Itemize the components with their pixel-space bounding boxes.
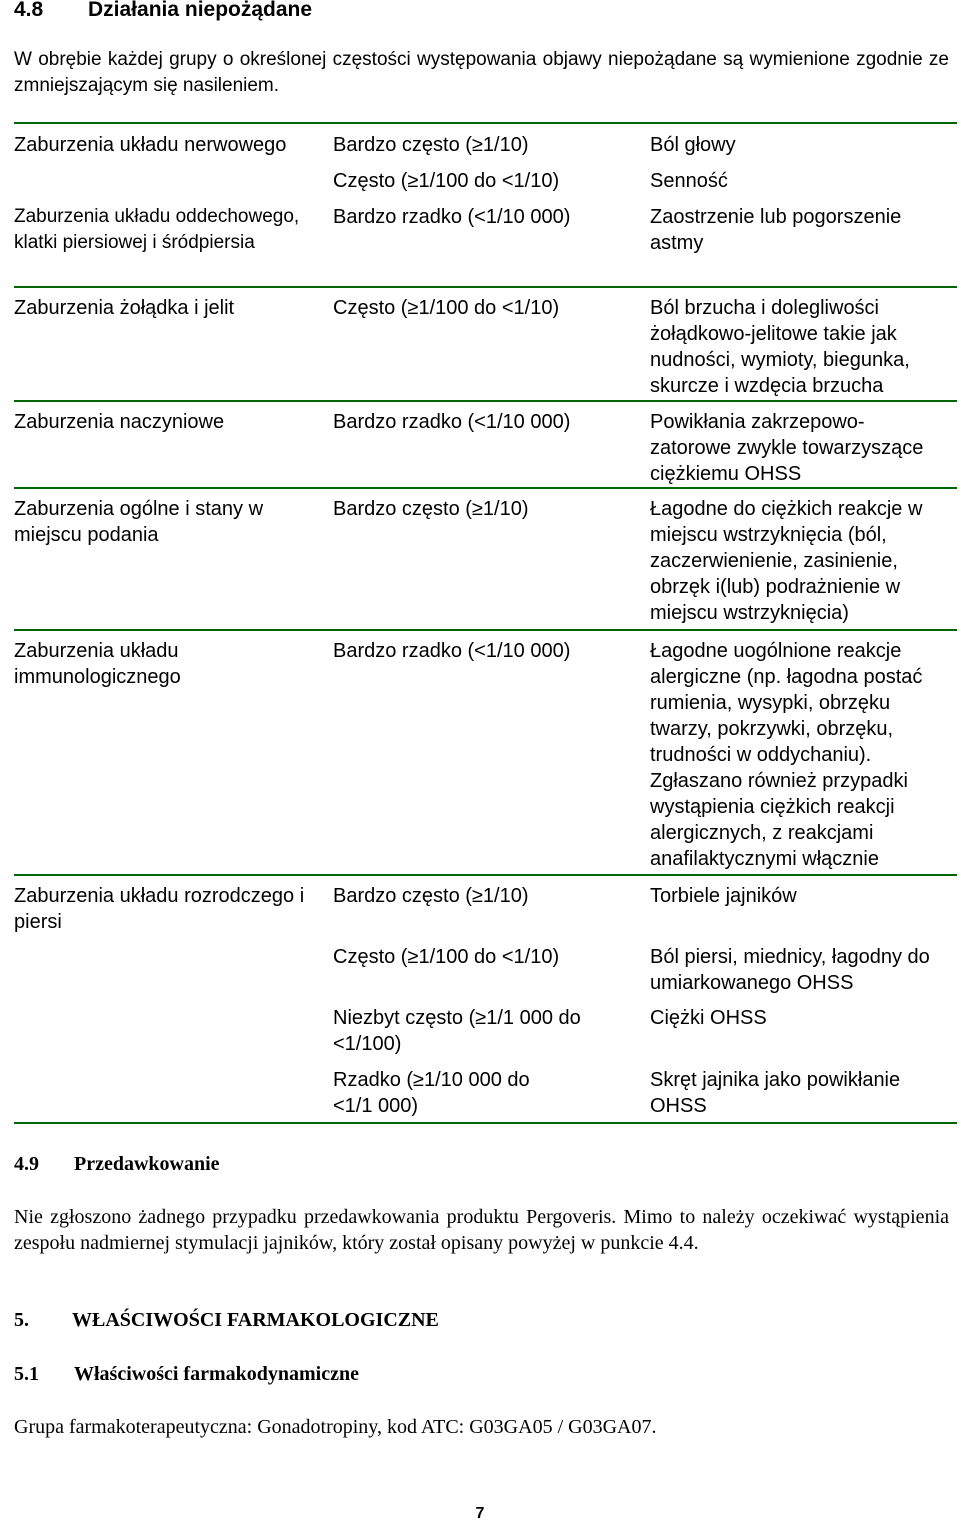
table-cell-organ: Zaburzenia żołądka i jelit	[14, 297, 235, 319]
table-rule	[14, 487, 957, 489]
table-cell-organ: Zaburzenia układu nerwowego	[14, 134, 287, 156]
table-cell-organ: Zaburzenia układu rozrodczego i piersi	[14, 885, 305, 933]
table-top-rule	[14, 122, 957, 124]
section-title: WŁAŚCIWOŚCI FARMAKOLOGICZNE	[72, 1309, 439, 1331]
table-cell-frequency: Bardzo rzadko (<1/10 000)	[333, 411, 571, 433]
table-rule	[14, 400, 957, 402]
table-bottom-rule	[14, 1122, 957, 1124]
table-rule	[14, 874, 957, 876]
section-number: 5.1	[14, 1363, 39, 1385]
section-title: Przedawkowanie	[74, 1153, 220, 1175]
table-cell-effect: Ból piersi, miednicy, łagodny do umiarkowanego OHSS	[650, 946, 930, 994]
table-cell-effect: Ból brzucha i dolegliwości żołądkowo-jelitowe takie jak nudności, wymioty, biegunka, skurcze i wzdęcia brzucha	[650, 297, 910, 397]
table-cell-frequency: Bardzo rzadko (<1/10 000)	[333, 640, 571, 662]
section-intro: W obrębie każdej grupy o określonej częstości występowania objawy niepożądane są wymienione zgodnie ze zmniejszającym się nasileniem.	[14, 49, 949, 96]
table-cell-organ: Zaburzenia układu immunologicznego	[14, 640, 181, 688]
section-text: Nie zgłoszono żadnego przypadku przedawkowania produktu Pergoveris. Mimo to należy oczekiwać wystąpienia zespołu nadmiernej stymulacji jajników, który został opisany powyżej w punkcie 4.4.	[14, 1206, 949, 1254]
table-cell-effect: Łagodne uogólnione reakcje alergiczne (np. łagodna postać rumienia, wysypki, obrzęku twarzy, pokrzywki, obrzęku, trudności w oddychaniu). Zgłaszano również przypadki wystąpienia ciężkich reakcji alergicznych, z reakcjami anafilaktycznymi włącznie	[650, 640, 923, 870]
table-cell-effect: Skręt jajnika jako powikłanie OHSS	[650, 1069, 901, 1117]
table-cell-frequency: Bardzo często (≥1/10)	[333, 134, 529, 156]
table-rule	[14, 629, 957, 631]
table-cell-effect: Ból głowy	[650, 134, 736, 156]
table-cell-effect: Powikłania zakrzepowo-zatorowe zwykle towarzyszące ciężkiemu OHSS	[650, 411, 924, 485]
table-cell-frequency: Często (≥1/100 do <1/10)	[333, 297, 560, 319]
table-cell-frequency: Bardzo często (≥1/10)	[333, 498, 529, 520]
table-cell-organ: Zaburzenia układu oddechowego, klatki piersiowej i śródpiersia	[14, 206, 300, 253]
table-cell-effect: Ciężki OHSS	[650, 1007, 767, 1029]
table-cell-frequency: Niezbyt często (≥1/1 000 do <1/100)	[333, 1007, 581, 1055]
page-number: 7	[475, 1505, 485, 1522]
section-number: 4.8	[14, 0, 44, 21]
table-cell-frequency: Często (≥1/100 do <1/10)	[333, 946, 560, 968]
table-cell-frequency: Rzadko (≥1/10 000 do <1/1 000)	[333, 1069, 530, 1117]
section-title: Działania niepożądane	[88, 0, 313, 21]
section-title: Właściwości farmakodynamiczne	[74, 1363, 359, 1385]
table-cell-effect: Torbiele jajników	[650, 885, 797, 907]
table-cell-frequency: Bardzo często (≥1/10)	[333, 885, 529, 907]
table-cell-effect: Zaostrzenie lub pogorszenie astmy	[650, 206, 902, 254]
table-cell-organ: Zaburzenia naczyniowe	[14, 411, 225, 433]
table-cell-organ: Zaburzenia ogólne i stany w miejscu podania	[14, 498, 264, 546]
section-text: Grupa farmakoterapeutyczna: Gonadotropiny, kod ATC: G03GA05 / G03GA07.	[14, 1416, 657, 1438]
table-cell-effect: Senność	[650, 170, 728, 192]
table-cell-frequency: Bardzo rzadko (<1/10 000)	[333, 206, 571, 228]
section-number: 4.9	[14, 1153, 39, 1175]
section-number: 5.	[14, 1309, 29, 1331]
table-cell-effect: Łagodne do ciężkich reakcje w miejscu wstrzyknięcia (ból, zaczerwienienie, zasinienie, obrzęk i(lub) podrażnienie w miejscu wstrzyknięcia)	[650, 498, 923, 624]
table-cell-frequency: Często (≥1/100 do <1/10)	[333, 170, 560, 192]
table-rule	[14, 286, 957, 288]
